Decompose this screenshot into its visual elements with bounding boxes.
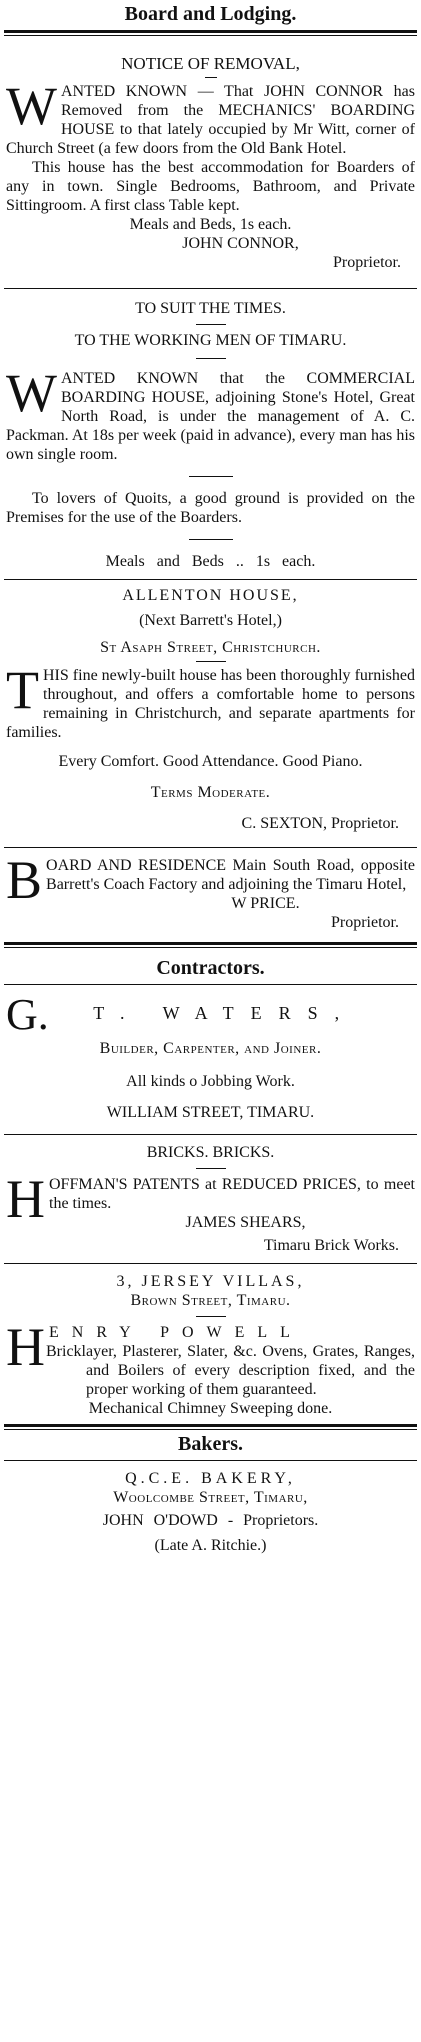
- ad-heading-2: TO THE WORKING MEN OF TIMARU.: [74, 332, 347, 349]
- ad-heading: BRICKS. BRICKS.: [146, 1143, 275, 1161]
- ad-proprietor-title: Proprietor.: [333, 254, 401, 271]
- drop-cap: H: [6, 1316, 45, 1377]
- ad-proprietor-name: JAMES SHEARS,: [185, 1213, 306, 1231]
- short-rule: [196, 661, 226, 662]
- ad-meals: Meals and Beds, 1s each.: [129, 216, 292, 233]
- ad-bricks: [0, 1135, 421, 1255]
- ad-works: Timaru Brick Works.: [263, 1236, 399, 1254]
- ad-body-text: HIS fine newly-built house has been thoroughly furnished throughout, and offers a comfortable home to persons remaining in Christchurch, and separate apartments for families.: [6, 667, 415, 741]
- ad-body: [6, 363, 415, 464]
- short-rule: [205, 77, 217, 78]
- ad-street: Brown Street, Timaru.: [130, 1291, 291, 1309]
- short-rule: [196, 1168, 226, 1169]
- short-rule: [189, 476, 233, 477]
- ad-late: (Late A. Ritchie.): [154, 1536, 267, 1554]
- section-title-contractors: Contractors.: [156, 957, 265, 979]
- ad-heading: ALLENTON HOUSE,: [122, 587, 299, 604]
- ad-body: Bricklayer, Plasterer, Slater, &c. Ovens, Grates, Ranges, and Boilers of every description fixed, and the proper working of them guaranteed.: [46, 1342, 415, 1398]
- ad-heading: Q.C.E. BAKERY,: [125, 1469, 296, 1487]
- ad-body-text: OFFMAN'S PATENTS at REDUCED PRICES, to meet the times.: [49, 1175, 415, 1212]
- ad-last-line: Mechanical Chimney Sweeping done.: [88, 1399, 333, 1417]
- ad-proprietor-name: JOHN CONNOR,: [182, 235, 299, 252]
- ad-terms: Terms Moderate.: [150, 784, 271, 801]
- ad-trade: Builder, Carpenter, and Joiner.: [99, 1039, 322, 1057]
- drop-cap: T: [6, 660, 39, 720]
- ad-body-2: This house has the best accommodation for Boarders of any in town. Single Bedrooms, Bathroom, and Private Sittingroom. A first class Table kept.: [6, 159, 415, 214]
- ad-qce-bakery: [0, 1461, 421, 1555]
- ad-body-text: ANTED KNOWN that the COMMERCIAL BOARDING HOUSE, adjoining Stone's Hotel, Great North Road, is under the management of A. C. Packman. At 18s per week (paid in advance), every man has his own single room.: [6, 370, 415, 463]
- short-rule: [196, 324, 226, 325]
- ad-meals: Meals and Beds .. 1s each.: [105, 553, 316, 570]
- ad-street: Woolcombe Street, Timaru,: [113, 1488, 308, 1506]
- section-title-bakers: Bakers.: [178, 1432, 243, 1455]
- ad-name: T. WATERS,: [93, 1003, 357, 1023]
- short-rule: [196, 1316, 226, 1317]
- drop-cap: B: [6, 850, 43, 910]
- ad-body: [6, 76, 415, 158]
- ad-body-text: ANTED KNOWN — That JOHN CONNOR has Removed from the MECHANICS' BOARDING HOUSE to that lately occupied by Mr Witt, corner of Church Street (a few doors from the Old Bank Hotel.: [6, 83, 415, 157]
- drop-cap: W: [6, 76, 57, 136]
- ad-subheading: (Next Barrett's Hotel,): [139, 612, 282, 629]
- ad-name-line: [6, 989, 415, 1039]
- ad-proprietor: C. SEXTON, Proprietor.: [241, 815, 399, 832]
- ad-waters-builder: [0, 985, 421, 1122]
- drop-cap: W: [6, 363, 57, 423]
- ad-comforts: Every Comfort. Good Attendance. Good Piano.: [58, 753, 363, 770]
- short-rule: [189, 539, 233, 540]
- short-rule: [196, 358, 226, 359]
- ad-body-text: OARD AND RESIDENCE Main South Road, opposite Barrett's Coach Factory and adjoining the Timaru Hotel,: [46, 857, 415, 893]
- ad-notice-of-removal: [0, 36, 421, 272]
- ad-owner: JOHN O'DOWD - Proprietors.: [102, 1511, 319, 1529]
- ad-name: ENRY POWELL: [49, 1323, 303, 1341]
- ad-street: St Asaph Street, Christchurch.: [100, 639, 321, 656]
- ad-heading: TO SUIT THE TIMES.: [135, 300, 286, 317]
- ad-allenton-house: [0, 580, 421, 833]
- ad-body: [6, 660, 415, 742]
- drop-cap: H: [6, 1168, 45, 1229]
- ad-heading: 3, JERSEY VILLAS,: [116, 1272, 305, 1290]
- ad-line: All kinds o Jobbing Work.: [126, 1072, 295, 1090]
- ad-body-2: To lovers of Quoits, a good ground is provided on the Premises for the use of the Boarders.: [6, 490, 415, 526]
- ad-proprietor-name: W PRICE.: [231, 895, 300, 912]
- drop-cap: G.: [6, 989, 49, 1039]
- ad-proprietor-title: Proprietor.: [331, 914, 399, 931]
- ad-heading: NOTICE OF REMOVAL,: [121, 54, 300, 73]
- ad-board-residence: [0, 848, 421, 932]
- ad-commercial-boarding: [0, 289, 421, 571]
- ad-henry-powell: [0, 1264, 421, 1418]
- section-title-board-lodging: Board and Lodging.: [124, 3, 297, 25]
- ad-address: WILLIAM STREET, TIMARU.: [106, 1103, 315, 1121]
